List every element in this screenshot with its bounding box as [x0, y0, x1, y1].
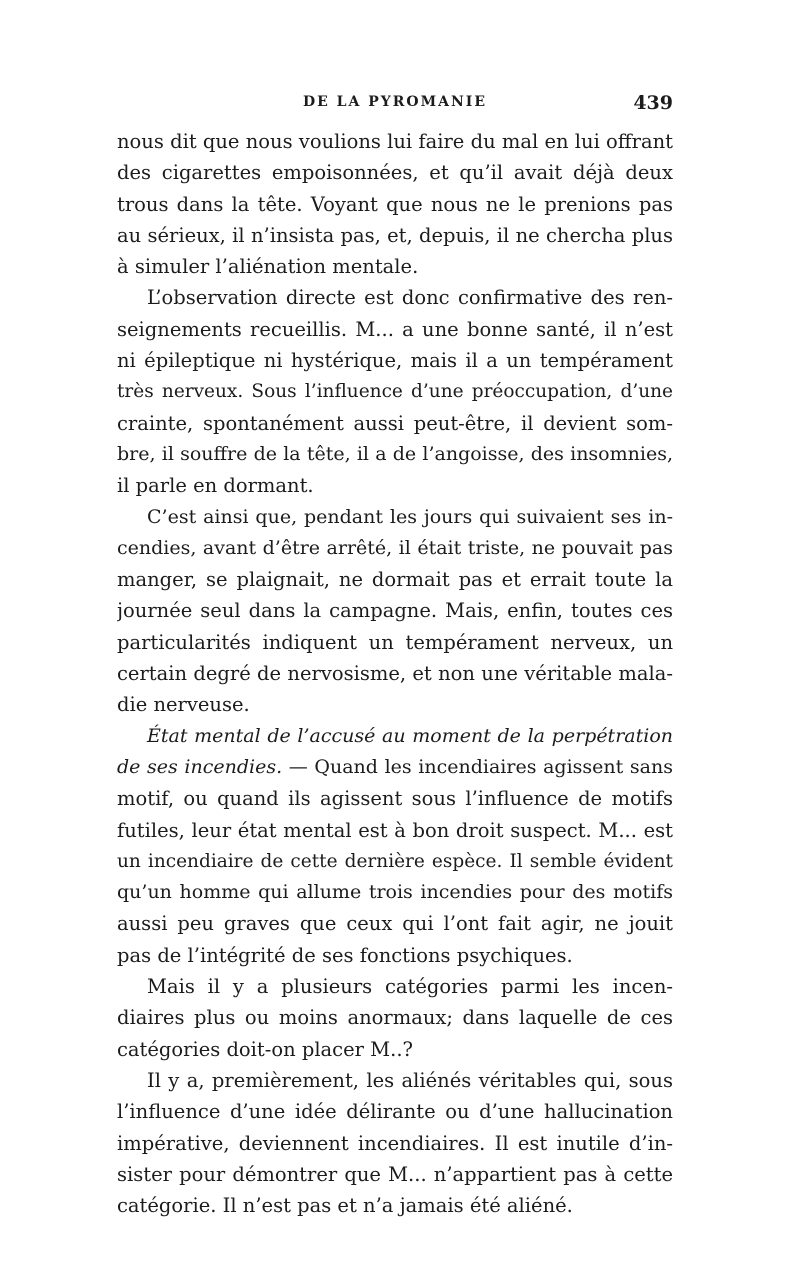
text-line: ni épileptique ni hystérique, mais il a un tempérament [117, 349, 673, 373]
text-line: l’influence d’une idée délirante ou d’une hallucination [117, 1100, 673, 1124]
paragraph-first-line: L’observation directe est donc confirmative des ren- [147, 286, 673, 310]
text-line: bre, il souffre de la tête, il a de l’angoisse, des insomnies, [117, 442, 673, 465]
text-line: futiles, leur état mental est à bon droit suspect. M... est [117, 818, 673, 842]
text-line: nous dit que nous voulions lui faire du mal en lui offrant [117, 130, 673, 153]
text-line: journée seul dans la campagne. Mais, enfin, toutes ces [117, 599, 673, 623]
text-line: impérative, deviennent incendiaires. Il est inutile d’in- [117, 1131, 673, 1155]
text-line: qu’un homme qui allume trois incendies pour des motifs [117, 881, 673, 904]
text-line: pas de l’intégrité de ses fonctions psychiques. [117, 943, 573, 967]
running-title: DE LA PYROMANIE [303, 94, 487, 110]
text-line: au sérieux, il n’insista pas, et, depuis, il ne chercha plus [117, 223, 673, 247]
section-heading: État mental de l’accusé au moment de la perpétration [147, 724, 673, 747]
paragraph-first-line: Il y a, premièrement, les aliénés véritables qui, sous [147, 1068, 673, 1092]
text-line: diaires plus ou moins anormaux; dans laquelle de ces [117, 1006, 673, 1030]
section-heading-line [117, 721, 673, 752]
text-line: certain degré de nervosisme, et non une véritable mala- [117, 662, 673, 686]
text-line: manger, se plaignait, ne dormait pas et errait toute la [117, 568, 673, 592]
text-line: seignements recueillis. M... a une bonne santé, il n’est [117, 317, 673, 341]
text-line: catégories doit-on placer M..? [117, 1037, 413, 1061]
text-line: à simuler l’aliénation mentale. [117, 255, 419, 279]
text-line: aussi peu graves que ceux qui l’ont fait agir, ne jouit [117, 912, 673, 936]
section-heading-end: de ses incendies. [117, 755, 283, 778]
body-text [117, 126, 673, 1221]
paragraph-first-line: Mais il y a plusieurs catégories parmi les incen- [147, 975, 673, 999]
running-head [117, 92, 673, 122]
text-line: un incendiaire de cette dernière espèce. Il semble évident [117, 850, 673, 872]
text-line: die nerveuse. [117, 693, 250, 717]
text-line: motif, ou quand ils agissent sous l’influence de motifs [117, 787, 673, 811]
page-number: 439 [633, 92, 673, 114]
text-line: particularités indiquent un tempérament nerveux, un [117, 630, 673, 654]
text-line: il parle en dormant. [117, 474, 314, 498]
text-line: des cigarettes empoisonnées, et qu’il avait déjà deux [117, 161, 673, 185]
text-line: très nerveux. Sous l’influence d’une préoccupation, d’une [117, 381, 673, 403]
text-line: sister pour démontrer que M... n’appartient pas à cette [117, 1162, 673, 1186]
paragraph-first-line: C’est ainsi que, pendant les jours qui suivaient ses in- [147, 505, 673, 528]
text-line: crainte, spontanément aussi peut-être, il devient som- [117, 411, 673, 435]
text-line: trous dans la tête. Voyant que nous ne le prenions pas [117, 192, 673, 216]
section-heading-line: de ses incendies. — Quand les incendiaires agissent sans [117, 755, 673, 778]
text-line: cendies, avant d’être arrêté, il était triste, ne pouvait pas [117, 536, 673, 559]
text-line: catégorie. Il n’est pas et n’a jamais été aliéné. [117, 1194, 573, 1218]
